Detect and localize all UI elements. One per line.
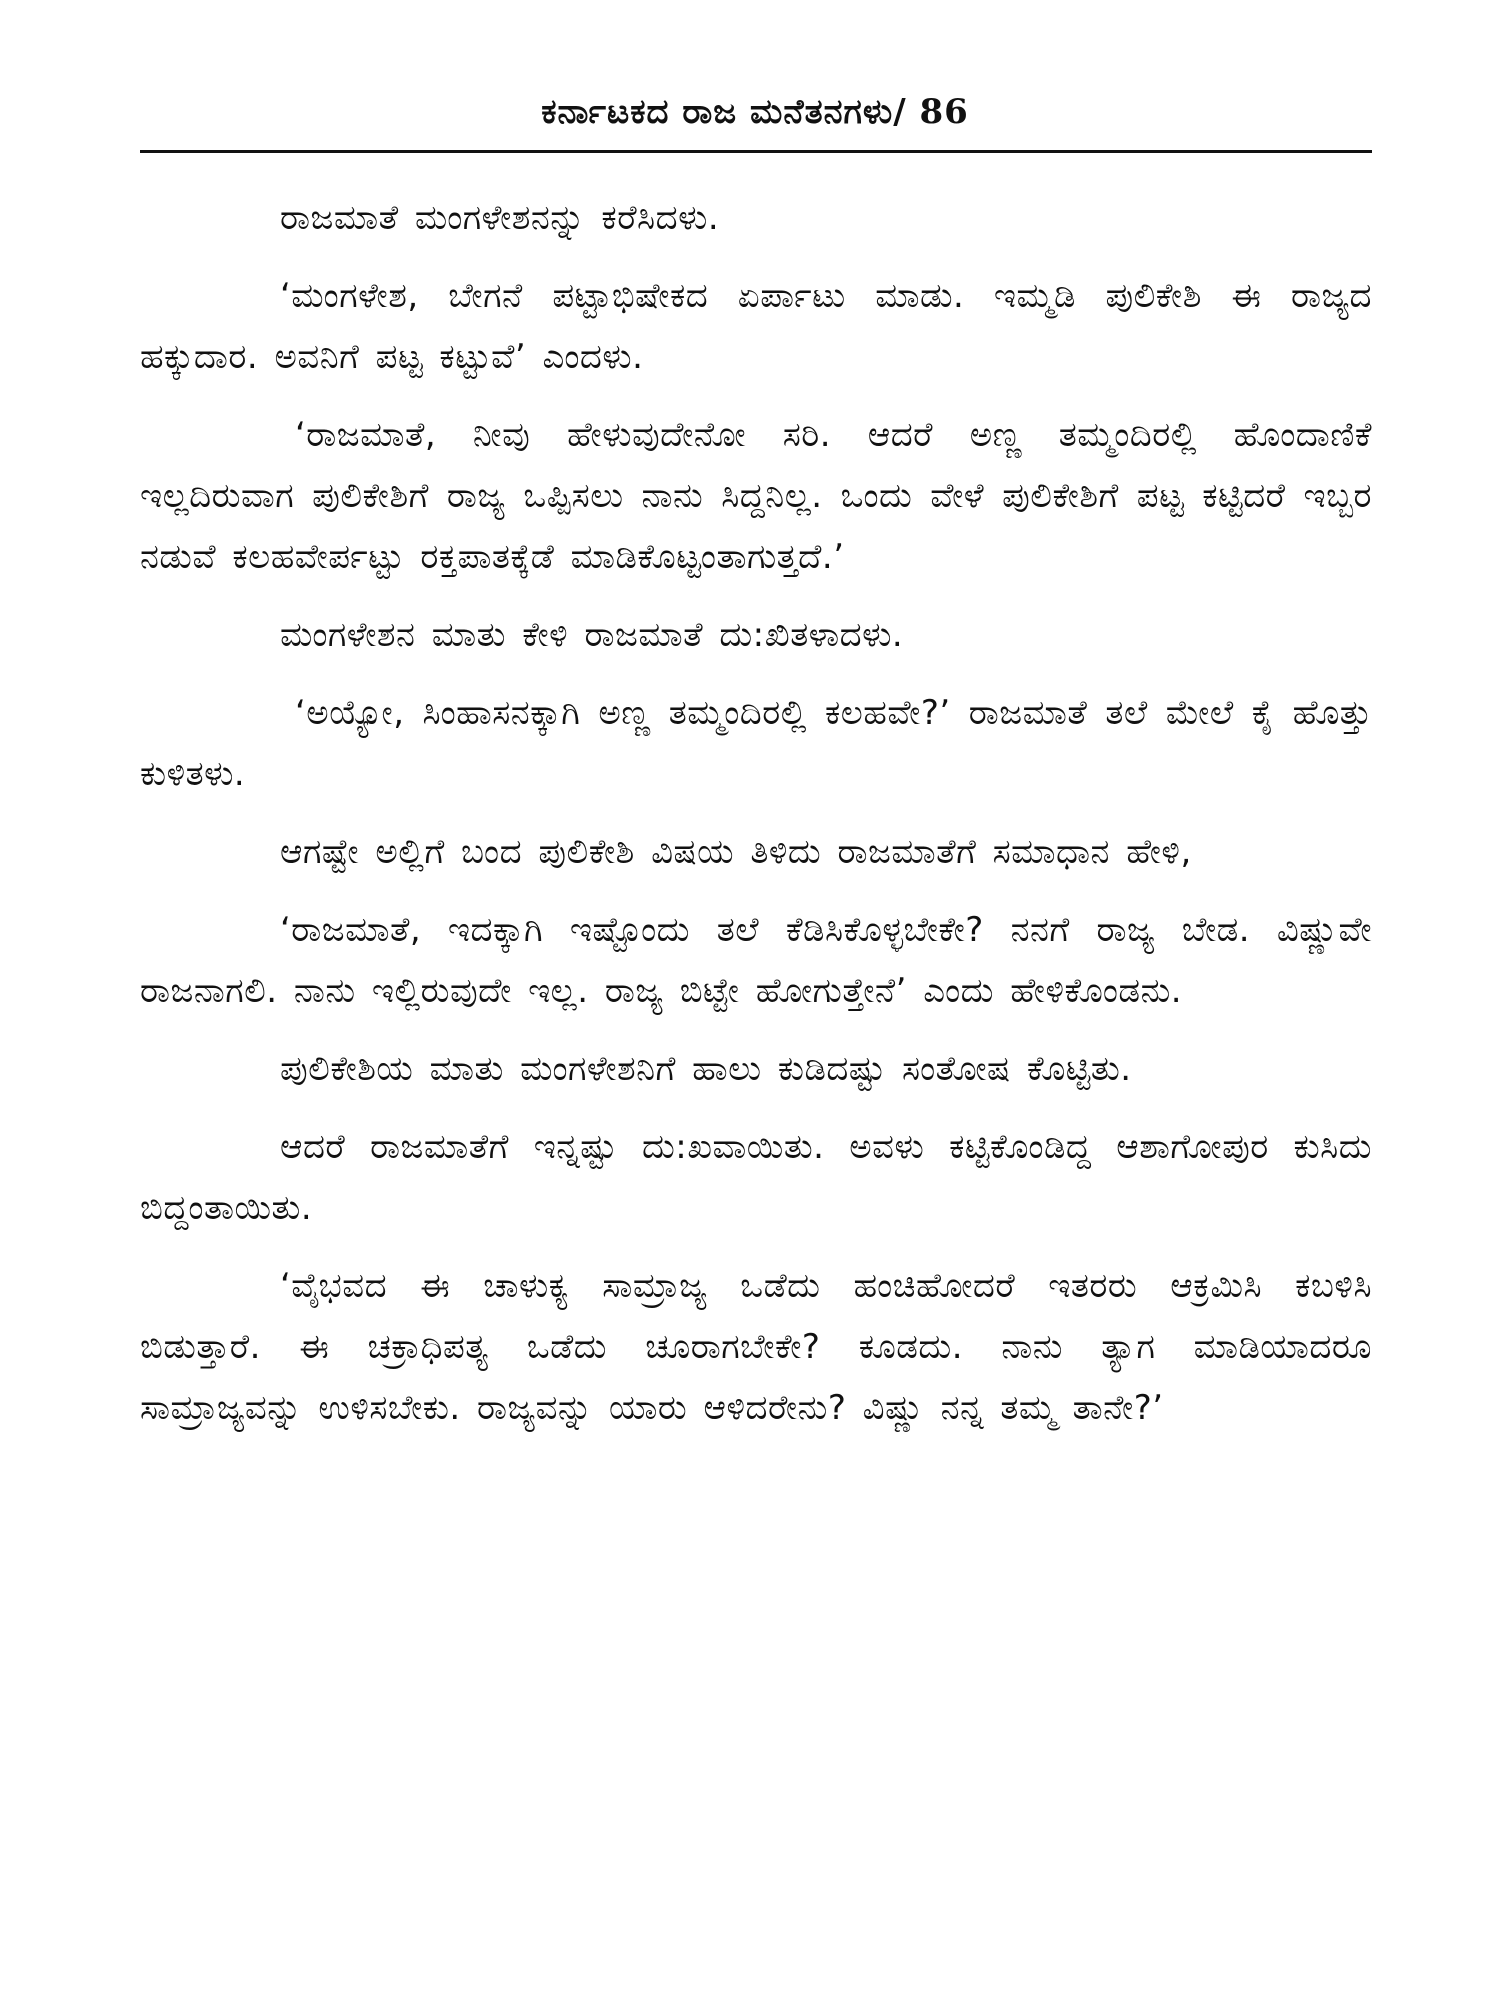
- running-header: [140, 92, 1370, 132]
- paragraph-4: ಮಂಗಳೇಶನ ಮಾತು ಕೇಳಿ ರಾಜಮಾತೆ ದು:ಖಿತಳಾದಳು.: [280, 615, 904, 655]
- paragraph-7: ‘ರಾಜಮಾತೆ, ಇದಕ್ಕಾಗಿ ಇಷ್ಟೊಂದು ತಲೆ ಕೆಡಿಸಿಕೊಳ್ಳಬೇಕೇ? ನನಗೆ ರಾಜ್ಯ ಬೇಡ. ವಿಷ್ಣುವೇ ರಾಜನಾಗಲಿ. ನಾನು ಇಲ್ಲಿರುವುದೇ ಇಲ್ಲ. ರಾಜ್ಯ ಬಿಟ್ಟೇ ಹೋಗುತ್ತೇನೆ’ ಎಂದು ಹೇಳಿಕೊಂಡನು.: [140, 910, 1372, 1011]
- book-title: ಕರ್ನಾಟಕದ ರಾಜ ಮನೆತನಗಳು: [541, 92, 894, 132]
- paragraph-10: ‘ವೈಭವದ ಈ ಚಾಳುಕ್ಯ ಸಾಮ್ರಾಜ್ಯ ಒಡೆದು ಹಂಚಿಹೋದರೆ ಇತರರು ಆಕ್ರಮಿಸಿ ಕಬಳಿಸಿ ಬಿಡುತ್ತಾರೆ. ಈ ಚಕ್ರಾಧಿಪತ್ಯ ಒಡೆದು ಚೂರಾಗಬೇಕೇ? ಕೂಡದು. ನಾನು ತ್ಯಾಗ ಮಾಡಿಯಾದರೂ ಸಾಮ್ರಾಜ್ಯವನ್ನು ಉಳಿಸಬೇಕು. ರಾಜ್ಯವನ್ನು ಯಾರು ಆಳಿದರೇನು? ವಿಷ್ಣು ನನ್ನ ತಮ್ಮ ತಾನೇ?’: [140, 1266, 1372, 1428]
- page-number: 86: [919, 92, 969, 132]
- paragraph-3: ‘ರಾಜಮಾತೆ, ನೀವು ಹೇಳುವುದೇನೋ ಸರಿ. ಆದರೆ ಅಣ್ಣ ತಮ್ಮಂದಿರಲ್ಲಿ ಹೊಂದಾಣಿಕೆ ಇಲ್ಲದಿರುವಾಗ ಪುಲಿಕೇಶಿಗೆ ರಾಜ್ಯ ಒಪ್ಪಿಸಲು ನಾನು ಸಿದ್ದನಿಲ್ಲ. ಒಂದು ವೇಳೆ ಪುಲಿಕೇಶಿಗೆ ಪಟ್ಟ ಕಟ್ಟಿದರೆ ಇಬ್ಬರ ನಡುವೆ ಕಲಹವೇರ್ಪಟ್ಟು ರಕ್ತಪಾತಕ್ಕೆಡೆ ಮಾಡಿಕೊಟ್ಟಂತಾಗುತ್ತದೆ.’: [140, 415, 1372, 577]
- paragraph-6: ಆಗಷ್ಟೇ ಅಲ್ಲಿಗೆ ಬಂದ ಪುಲಿಕೇಶಿ ವಿಷಯ ತಿಳಿದು ರಾಜಮಾತೆಗೆ ಸಮಾಧಾನ ಹೇಳಿ,: [280, 832, 1192, 872]
- paragraph-9: ಆದರೆ ರಾಜಮಾತೆಗೆ ಇನ್ನಷ್ಟು ದು:ಖವಾಯಿತು. ಅವಳು ಕಟ್ಟಿಕೊಂಡಿದ್ದ ಆಶಾಗೋಪುರ ಕುಸಿದು ಬಿದ್ದಂತಾಯಿತು.: [140, 1127, 1372, 1228]
- header-rule: [140, 150, 1372, 153]
- paragraph-8: ಪುಲಿಕೇಶಿಯ ಮಾತು ಮಂಗಳೇಶನಿಗೆ ಹಾಲು ಕುಡಿದಷ್ಟು ಸಂತೋಷ ಕೊಟ್ಟಿತು.: [280, 1049, 1132, 1089]
- paragraph-5: ‘ಅಯ್ಯೋ, ಸಿಂಹಾಸನಕ್ಕಾಗಿ ಅಣ್ಣ ತಮ್ಮಂದಿರಲ್ಲಿ ಕಲಹವೇ?’ ರಾಜಮಾತೆ ತಲೆ ಮೇಲೆ ಕೈ ಹೊತ್ತು ಕುಳಿತಳು.: [140, 693, 1372, 794]
- paragraph-2: ‘ಮಂಗಳೇಶ, ಬೇಗನೆ ಪಟ್ಟಾಭಿಷೇಕದ ಏರ್ಪಾಟು ಮಾಡು. ಇಮ್ಮಡಿ ಪುಲಿಕೇಶಿ ಈ ರಾಜ್ಯದ ಹಕ್ಕುದಾರ. ಅವನಿಗೆ ಪಟ್ಟ ಕಟ್ಟುವೆ’ ಎಂದಳು.: [140, 276, 1372, 377]
- header-separator: /: [893, 92, 907, 132]
- page-body: [140, 188, 1372, 1456]
- paragraph-1: ರಾಜಮಾತೆ ಮಂಗಳೇಶನನ್ನು ಕರೆಸಿದಳು.: [280, 198, 720, 238]
